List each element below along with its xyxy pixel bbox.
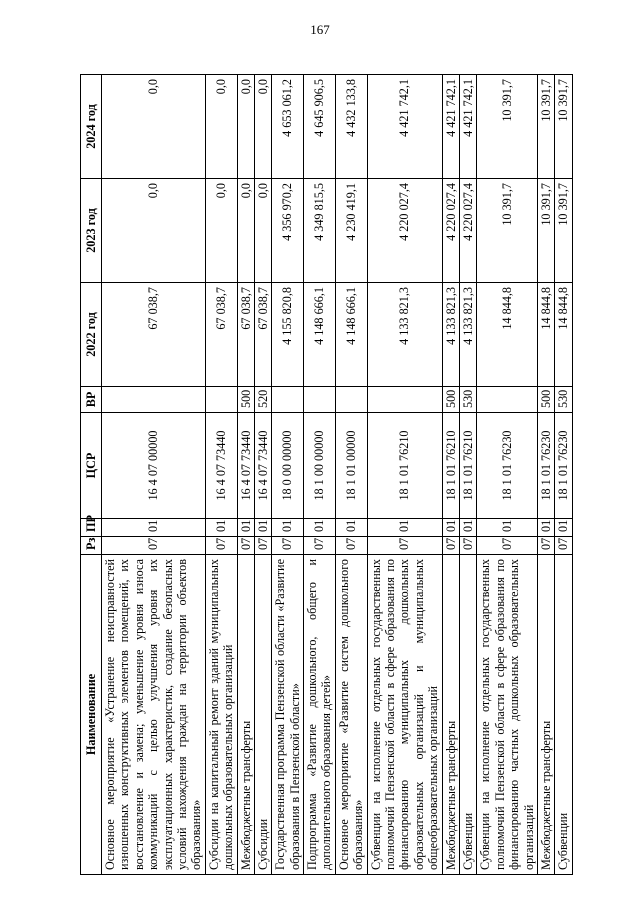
row-2024-cell: 0,0: [237, 75, 254, 179]
table-row: [459, 75, 476, 875]
row-2024-cell: 4 645 906,5: [304, 75, 336, 179]
header-name: Наименование: [81, 555, 102, 875]
row-2024-cell: 4 653 061,2: [272, 75, 304, 179]
row-rz-cell: 07: [102, 537, 206, 555]
row-pr-cell: 01: [555, 519, 572, 537]
table-row: [555, 75, 572, 875]
row-pr-cell: 01: [205, 519, 237, 537]
row-2023-cell: 0,0: [102, 179, 206, 283]
row-name-cell: Субвенции: [459, 555, 476, 875]
row-2024-cell: 0,0: [205, 75, 237, 179]
row-rz-cell: 07: [254, 537, 271, 555]
row-rz-cell: 07: [367, 537, 442, 555]
table-row: [272, 75, 304, 875]
row-pr-cell: 01: [477, 519, 538, 537]
row-name-cell: Субвенции: [555, 555, 572, 875]
row-pr-cell: 01: [367, 519, 442, 537]
row-name-cell: Межбюджетные трансферты: [237, 555, 254, 875]
row-2022-cell: 4 148 666,1: [335, 283, 367, 387]
header-csr: ЦСР: [81, 413, 102, 519]
row-vr-cell: 500: [237, 387, 254, 413]
table-row: [304, 75, 336, 875]
row-csr-cell: 18 1 01 76210: [367, 413, 442, 519]
header-2024: 2024 год: [81, 75, 102, 179]
row-2023-cell: 4 356 970,2: [272, 179, 304, 283]
row-2023-cell: 0,0: [205, 179, 237, 283]
row-name-cell: Основное мероприятие «Развитие систем дошкольного образования»: [335, 555, 367, 875]
row-vr-cell: [477, 387, 538, 413]
header-rz: Рз: [81, 537, 102, 555]
rotated-table-wrapper: [80, 75, 571, 875]
table-row: [102, 75, 206, 875]
row-pr-cell: 01: [304, 519, 336, 537]
row-2023-cell: 10 391,7: [555, 179, 572, 283]
row-pr-cell: 01: [102, 519, 206, 537]
row-rz-cell: 07: [237, 537, 254, 555]
row-2022-cell: 67 038,7: [237, 283, 254, 387]
header-vr: ВР: [81, 387, 102, 413]
header-2022: 2022 год: [81, 283, 102, 387]
row-vr-cell: 500: [442, 387, 459, 413]
row-rz-cell: 07: [205, 537, 237, 555]
row-pr-cell: 01: [459, 519, 476, 537]
row-name-cell: Межбюджетные трансферты: [537, 555, 554, 875]
row-2024-cell: 10 391,7: [555, 75, 572, 179]
row-csr-cell: 16 4 07 73440: [254, 413, 271, 519]
table-row: [237, 75, 254, 875]
table-row: [205, 75, 237, 875]
row-name-cell: Субвенции на исполнение отдельных государственных полномочий Пензенской области в сфере образования по финансированию частных дошкольных образовательных организаций: [477, 555, 538, 875]
row-2023-cell: 0,0: [237, 179, 254, 283]
row-2024-cell: 4 432 133,8: [335, 75, 367, 179]
row-rz-cell: 07: [442, 537, 459, 555]
row-2023-cell: 4 349 815,5: [304, 179, 336, 283]
row-2022-cell: 4 148 666,1: [304, 283, 336, 387]
row-name-cell: Основное мероприятие «Устранение неисправностей изношенных конструктивных элементов помещений, их восстановление и замена; уменьшение уровня износа коммуникаций с целью улучшения уровня их эксплуатационных характеристик, создание безопасных условий нахождения граждан на территории объектов образования»: [102, 555, 206, 875]
row-name-cell: Субсидии на капитальный ремонт зданий муниципальных дошкольных образовательных организаций: [205, 555, 237, 875]
row-2023-cell: 4 220 027,4: [367, 179, 442, 283]
row-vr-cell: 520: [254, 387, 271, 413]
row-pr-cell: 01: [335, 519, 367, 537]
row-rz-cell: 07: [555, 537, 572, 555]
row-csr-cell: 16 4 07 73440: [205, 413, 237, 519]
row-csr-cell: 18 1 00 00000: [304, 413, 336, 519]
row-2022-cell: 14 844,8: [555, 283, 572, 387]
row-name-cell: Субсидии: [254, 555, 271, 875]
row-name-cell: Межбюджетные трансферты: [442, 555, 459, 875]
row-pr-cell: 01: [254, 519, 271, 537]
row-rz-cell: 07: [304, 537, 336, 555]
row-rz-cell: 07: [537, 537, 554, 555]
row-2022-cell: 67 038,7: [102, 283, 206, 387]
row-csr-cell: 18 1 01 76230: [537, 413, 554, 519]
row-2024-cell: 4 421 742,1: [459, 75, 476, 179]
table-row: [477, 75, 538, 875]
row-2024-cell: 4 421 742,1: [442, 75, 459, 179]
row-2022-cell: 4 133 821,3: [442, 283, 459, 387]
row-csr-cell: 16 4 07 00000: [102, 413, 206, 519]
row-vr-cell: 530: [555, 387, 572, 413]
row-2023-cell: 4 230 419,1: [335, 179, 367, 283]
row-name-cell: Субвенции на исполнение отдельных государственных полномочий Пензенской области в сфере образования по финансированию муниципальных дошкольных образовательных организаций и муниципальных общеобразовательных организаций: [367, 555, 442, 875]
header-2023: 2023 год: [81, 179, 102, 283]
row-csr-cell: 18 1 01 76210: [442, 413, 459, 519]
table-header: [81, 75, 102, 875]
row-2023-cell: 0,0: [254, 179, 271, 283]
header-row: [81, 75, 102, 875]
row-rz-cell: 07: [272, 537, 304, 555]
row-rz-cell: 07: [477, 537, 538, 555]
row-csr-cell: 18 0 00 00000: [272, 413, 304, 519]
page-number: 167: [310, 22, 330, 37]
row-2022-cell: 4 133 821,3: [367, 283, 442, 387]
table-row: [442, 75, 459, 875]
budget-table: [80, 74, 573, 875]
row-2023-cell: 10 391,7: [537, 179, 554, 283]
row-pr-cell: 01: [537, 519, 554, 537]
row-2022-cell: 67 038,7: [254, 283, 271, 387]
row-rz-cell: 07: [335, 537, 367, 555]
row-name-cell: Государственная программа Пензенской области «Развитие образования в Пензенской области»: [272, 555, 304, 875]
row-2022-cell: 14 844,8: [477, 283, 538, 387]
row-vr-cell: [367, 387, 442, 413]
row-vr-cell: [304, 387, 336, 413]
header-pr: ПР: [81, 519, 102, 537]
row-2022-cell: 67 038,7: [205, 283, 237, 387]
row-pr-cell: 01: [442, 519, 459, 537]
row-vr-cell: 500: [537, 387, 554, 413]
row-vr-cell: [102, 387, 206, 413]
row-2023-cell: 4 220 027,4: [442, 179, 459, 283]
row-2024-cell: 10 391,7: [537, 75, 554, 179]
row-csr-cell: 16 4 07 73440: [237, 413, 254, 519]
row-csr-cell: 18 1 01 76230: [555, 413, 572, 519]
row-2022-cell: 4 155 820,8: [272, 283, 304, 387]
row-2024-cell: 0,0: [254, 75, 271, 179]
row-2024-cell: 10 391,7: [477, 75, 538, 179]
table-row: [537, 75, 554, 875]
table-body: [102, 75, 573, 875]
row-vr-cell: [205, 387, 237, 413]
row-2024-cell: 4 421 742,1: [367, 75, 442, 179]
table-row: [254, 75, 271, 875]
row-2022-cell: 4 133 821,3: [459, 283, 476, 387]
row-vr-cell: [335, 387, 367, 413]
row-rz-cell: 07: [459, 537, 476, 555]
row-2023-cell: 10 391,7: [477, 179, 538, 283]
row-pr-cell: 01: [272, 519, 304, 537]
row-2023-cell: 4 220 027,4: [459, 179, 476, 283]
row-csr-cell: 18 1 01 76230: [477, 413, 538, 519]
table-row: [367, 75, 442, 875]
row-vr-cell: 530: [459, 387, 476, 413]
row-2024-cell: 0,0: [102, 75, 206, 179]
row-csr-cell: 18 1 01 76210: [459, 413, 476, 519]
row-2022-cell: 14 844,8: [537, 283, 554, 387]
row-csr-cell: 18 1 01 00000: [335, 413, 367, 519]
row-vr-cell: [272, 387, 304, 413]
row-name-cell: Подпрограмма «Развитие дошкольного, общего и дополнительного образования детей»: [304, 555, 336, 875]
row-pr-cell: 01: [237, 519, 254, 537]
table-row: [335, 75, 367, 875]
